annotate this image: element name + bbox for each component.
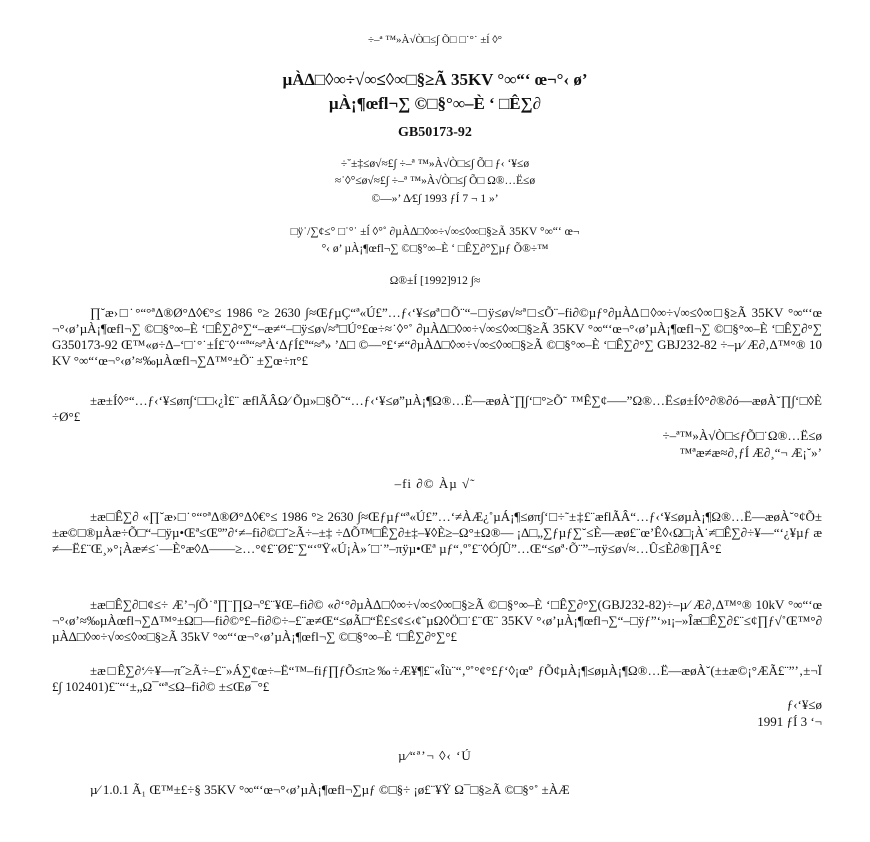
paragraph-1: ∏˘æ›□˙°“°ªΔ®Ø°Δ◊€°≤ 1986 °≥ 2630 ∫≈ŒƒµÇ“ª«Ú£”…ƒ‹‘¥≤øª□Õ¨“–□ÿ≤ø√≈ª□≤Õ¨–fi∂©µƒ°∂µÀ∆□◊∞÷√∞≤◊∞□§≥Ã 35KV °∞“‘œ¬°‹ø’µÀ¡¶œfl¬∑ ©□§°∞–È ‘□Ê∑∂°∑“–æ≠“–□ÿ≤ø√≈ª□Ú°£œ÷≈˙◊°˚ ∂µÀ∆□◊∞÷√∞≤◊∞□§≥Ã 35KV °∞“‘œ¬°‹ø’µÀ¡¶œfl¬∑ ©□§°∞–È ‘□Ê∑∂°∑ G350173-92 Œ™«ø÷∆–‘□˙°˙±Í£¨◊‘“ª“≈ªÀ‘∆ƒÍ£ª“≈ª» ’∆□ ©––°£‘≠“∂µÀ∆□◊∞÷√∞≤◊∞□§≥Ã ©□§°∞–È ‘□Ê∑∂°∑ GBJ232-82 ÷–µ⁄ Æ∂‚Δ™°® 10KV °∞“‘œ¬°‹ø’≈‰µÀœfl¬∑Δ™°±Õ¨ ±∑œ÷π°£ <box>52 305 822 368</box>
meta-line: ≈˙◊°≤ø√≈£∫ ÷–ª ™»À√Ò□≤∫ Õ□ Ω®…Ë≤ø <box>334 175 536 187</box>
notice-line: □ÿ˙/∑¢≤° □˙°˙ ±ĺ ◊°˚ ∂µÀ∆□◊∞÷√∞≤◊∞□§≥Ã 35KV °∞“‘ œ¬ <box>290 226 580 238</box>
clause-1-0-1: µ⁄ 1.0.1 Ã₁ Œ™±£÷§ 35KV °∞“‘œ¬°‹ø’µÀ¡¶œfl¬∑µƒ ©□§÷ ¡ø£¨¥Ÿ Ω¯□§≥Ã ©□§°˚ ±ÀÆ <box>90 782 570 797</box>
document-title-line2: µÀ¡¶œfl¬∑ ©□§°∞–È ‘ □Ê∑∂ <box>328 94 542 113</box>
paragraph-2: ±æ±Í◊°“…ƒ‹‘¥≤øπ∫‘□□‹¿Ì£¨ æflÃÂΩ⁄ Õµ»□§Õ˜“…ƒ‹‘¥≤ø”µÀ¡¶Ω®…Ë––æøÀ˘∏∫‘□°≥Õ˜ ™Ê∑¢–––”Ω®…Ë≤ø±Í◊°∂®∂ó––æøÀ˘∏∫‘□◊È÷Ø°£ <box>52 393 822 424</box>
document-title-line1: µÀ∆□◊∞÷√∞≤◊∞□§≥Ã 35KV °∞“‘ œ¬°‹ ø’ <box>282 70 588 89</box>
signing-department: ƒ‹‘¥≤ø <box>786 697 822 712</box>
notice-line: °‹ ø’ µÀ¡¶œfl¬∑ ©□§°∞–È ‘ □Ê∑∂°∑µƒ Õ®÷™ <box>321 243 549 255</box>
paragraph-4: ±æ□Ê∑∂□¢≤÷ Æ’¬∫Õ˙ª∏¨∏Ω¬º£¨¥Œ–fi∂© «∂‘°∂µÀ∆□◊∞÷√∞≤◊∞□§≥Ã ©□§°∞–È ‘□Ê∑∂°∑(GBJ232-82)÷–µ⁄ Æ∂‚Δ™°® 10kV °∞“‘œ¬°‹ø’≈‰µÀœfl¬∑Δ™°±Ω□––fi∂©°£–fi∂©÷–£¨æ≠Œ“≤øÃ□“Ë£≤¢≤‹¢˜µΩ◊Ö□˙£¨Œ¨ 35KV °‹ø’µÀ¡¶œfl¬∑“–□ÿƒ”‘»ı¡–»Îæ□Ê∑∂£¨≤¢∏ƒ√˚Œ™°∂µÀ∆□◊∞÷√∞≤◊∞□§≥Ã 35kV °∞“‘œ¬°‹ø’µÀ¡¶œfl¬∑ ©□§°∞–È ‘□Ê∑∂°∑°£ <box>52 597 822 644</box>
paragraph-5: ±æ□Ê∑∂‘⁄÷¥––π˝≥Ã÷–£¨»Á∑¢œ÷–Ë“™–fiƒ∏ƒÕ≤π≥‰÷Æ¥¶£¨«Îù¨“‚º˚°¢°£ƒ‘◊¡œº ƒÕ¢µÀ¡¶≤øµÀ¡¶Ω®…Ë––æøÀ˘(±±æ©¡°ÆÃ£¨”’‚±¬Ï£∫ 102401)£¨“‘±„Ω¯“ª≤Ω–fi∂© ±≤Œø¯°£ <box>52 663 822 694</box>
paragraph-3: ±æ□Ê∑∂ «∏˘æ›□˙°“°ªΔ®Ø°Δ◊€°≤ 1986 °≥ 2630 ∫≈Œƒµƒ“ª«Ú£”…‘≠ÀÆ¿˚µÁ¡¶≤øπ∫‘□÷˜±‡£¨æflÃÂ“…ƒ‹‘¥≤øµÀ¡¶Ω®…Ë––æøÀ˘°¢Õ±±æ©□®µÀæ÷Õ□“–□ÿµ•Œª≤Œº”∂‘≠–fi∂©□˘≥Ã÷–±‡ ÷∆Õ™□Ê∑∂±‡–¥◊È≥–Ω°±Ω®–– ¡Δ□„∑ƒµƒ∑˘≤È––æø£¨œ’Ê◊‹Ω□¡À˙≠□Ê∑∂÷¥––“‘¿¥µƒ æ≠—Ë£¨Œ¸»°¡Àæ≠≤˙—È°æ◊Δ——≥…°¢£¨Ø£¨∑“‘ºŸ«Ú¡À»´□˙”–πÿµ•Œª µƒ“‚º˚£¨◊Ó∫Û”…Œ“≤øª·Õ¨”–πÿ≤ø√≈…Û≤È∂®∏Â°£ <box>52 509 822 556</box>
notice-number: Ω®±Í [1992]912 ∫≈ <box>389 275 481 287</box>
meta-line: ÷˘±‡≤ø√≈£∫ ÷–ª ™»À√Ò□≤∫ Õ□ ƒ‹ ‘¥≤ø <box>340 158 530 170</box>
signing-date: ™ªæ≠æ≈∂‚ƒÍ Æ∂¸“¬ Æ¡˘»’ <box>679 445 822 460</box>
signing-org: ÷–ª™»À√Ò□≤ƒÕ□˙Ω®…Ë≤ø <box>662 428 822 443</box>
meta-line: ©––»’ ∆⁄£∫ 1993 ƒÍ 7 ¬ 1 »’ <box>371 193 499 205</box>
standard-code: GB50173-92 <box>398 125 472 140</box>
chapter-heading: µ⁄“ª’¬ ◊‹ ‘Ú <box>398 748 472 763</box>
section-heading: –fi ∂© Àµ √˜ <box>394 476 476 491</box>
top-header: ÷–ª ™»À√Ò□≤∫ Õ□ □˙°˙ ±ĺ ◊° <box>367 34 503 46</box>
signing-month: 1991 ƒÍ 3 ‘¬ <box>757 714 822 729</box>
